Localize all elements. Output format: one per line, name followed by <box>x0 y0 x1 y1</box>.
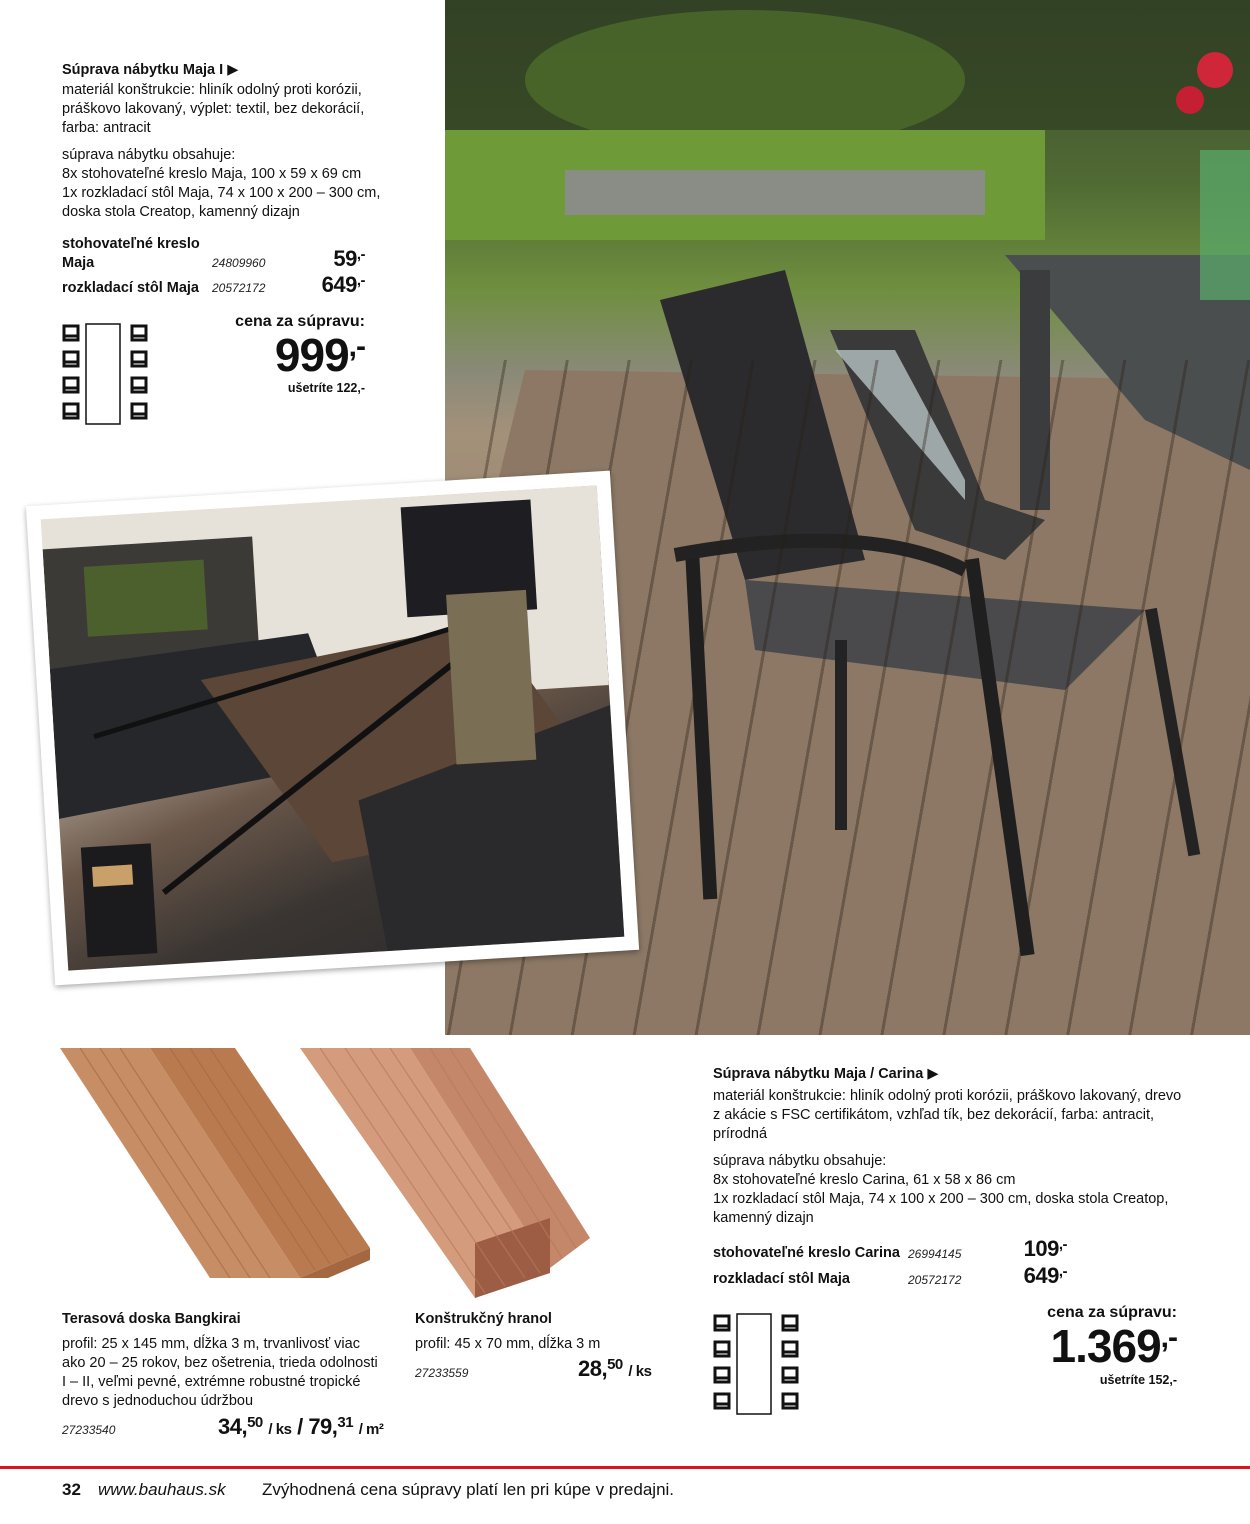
set1-table-chairs-icon <box>62 322 150 426</box>
footer-url[interactable]: www.bauhaus.sk <box>98 1480 226 1499</box>
extendable-table-photo <box>41 485 625 970</box>
construction-beam-image <box>300 1048 590 1298</box>
price-value: 999 <box>274 329 349 381</box>
beam-code: 27233559 <box>415 1366 469 1380</box>
set1-set-price <box>274 329 365 381</box>
set2-contents <box>713 1152 1213 1228</box>
set2-item1-name: stohovateľné kreslo Carina <box>713 1245 900 1261</box>
set1-title: Súprava nábytku Maja I ▶ <box>62 62 239 78</box>
price-dash: ,- <box>348 330 365 363</box>
set2-desc-line: materiál konštrukcie: hliník odolný proti korózii, práškovo lakovaný, drevo <box>713 1088 1182 1104</box>
board-desc-line: I – II, veľmi pevné, extrémne robustné tropické <box>62 1374 361 1390</box>
set1-item1-name-line: stohovateľné kreslo <box>62 236 200 252</box>
set2-contents-label: súprava nábytku obsahuje: <box>713 1153 887 1169</box>
price-cents-m2: 31 <box>337 1414 354 1431</box>
set1-contents-label: súprava nábytku obsahuje: <box>62 147 236 163</box>
price-dash: ,- <box>1160 1321 1177 1354</box>
board-price <box>218 1414 383 1440</box>
price-unit-m2: / m² <box>358 1421 384 1438</box>
set2-title: Súprava nábytku Maja / Carina ▶ <box>713 1066 939 1082</box>
set1-description <box>62 81 432 138</box>
set1-set-price-label: cena za súpravu: <box>235 313 365 330</box>
set1-item2-code: 20572172 <box>212 281 266 295</box>
set1-savings: ušetríte 122,- <box>287 381 365 395</box>
beam-description: profil: 45 x 70 mm, dĺžka 3 m <box>415 1336 601 1352</box>
board-desc-line: ako 20 – 25 rokov, bez ošetrenia, trieda odolnosti <box>62 1355 378 1371</box>
board-description <box>62 1335 382 1411</box>
set1-item2-price <box>322 272 365 298</box>
board-desc-line: drevo s jednoduchou údržbou <box>62 1393 254 1409</box>
price-unit: / ks <box>628 1363 652 1380</box>
price-dash: ,- <box>1058 1236 1067 1253</box>
price-dash: ,- <box>1058 1263 1067 1280</box>
price-value: 34, <box>218 1414 248 1439</box>
set1-contents-line: 1x rozkladací stôl Maja, 74 x 100 x 200 – 300 cm, <box>62 185 381 201</box>
set2-desc-line: prírodná <box>713 1126 768 1142</box>
price-value: 649 <box>321 272 357 297</box>
set1-desc-line: farba: antracit <box>62 120 151 136</box>
set2-savings: ušetríte 152,- <box>1099 1373 1177 1387</box>
set2-item1-code: 26994145 <box>908 1247 962 1261</box>
price-value: 649 <box>1023 1263 1059 1288</box>
price-value: 59 <box>333 246 357 271</box>
price-value: 109 <box>1023 1236 1059 1261</box>
set1-item1-name-line2: Maja <box>62 255 95 271</box>
price-dash: ,- <box>356 246 365 263</box>
board-desc-line: profil: 25 x 145 mm, dĺžka 3 m, trvanlivosť viac <box>62 1336 360 1352</box>
price-value: 28, <box>578 1356 608 1381</box>
set2-item2-name: rozkladací stôl Maja <box>713 1271 850 1287</box>
set1-contents-line: doska stola Creatop, kamenný dizajn <box>62 204 300 220</box>
price-unit: / ks <box>268 1421 292 1438</box>
set2-contents-line: 8x stohovateľné kreslo Carina, 61 x 58 x 86 cm <box>713 1172 1016 1188</box>
set2-contents-line: 1x rozkladací stôl Maja, 74 x 100 x 200 – 300 cm, doska stola Creatop, <box>713 1191 1169 1207</box>
footer-note: Zvýhodnená cena súpravy platí len pri kúpe v predajni. <box>262 1480 675 1499</box>
set1-contents-line: 8x stohovateľné kreslo Maja, 100 x 59 x 69 cm <box>62 166 362 182</box>
set1-item2-name: rozkladací stôl Maja <box>62 280 199 296</box>
set1-item1-price <box>333 246 365 272</box>
set2-desc-line: z akácie s FSC certifikátom, vzhľad tík, bez dekorácií, farba: antracit, <box>713 1107 1155 1123</box>
beam-price <box>578 1356 651 1382</box>
price-cents: 50 <box>607 1356 623 1373</box>
footer-divider <box>0 1466 1250 1469</box>
set1-desc-line: práškovo lakovaný, výplet: textil, bez dekorácií, <box>62 101 365 117</box>
price-separator: / <box>297 1414 303 1439</box>
set1-item1-code: 24809960 <box>212 256 266 270</box>
set2-item2-code: 20572172 <box>908 1273 962 1287</box>
page-number: 32 <box>62 1480 81 1499</box>
beam-title: Konštrukčný hranol <box>415 1311 552 1327</box>
set2-set-price-label: cena za súpravu: <box>1047 1304 1177 1321</box>
set2-table-chairs-icon <box>713 1312 801 1416</box>
price-dash: ,- <box>356 272 365 289</box>
set2-set-price <box>1050 1320 1177 1372</box>
set2-item1-price <box>1024 1236 1067 1262</box>
board-title: Terasová doska Bangkirai <box>62 1311 241 1327</box>
set2-description <box>713 1087 1213 1144</box>
price-value-m2: 79, <box>308 1414 338 1439</box>
set1-desc-line: materiál konštrukcie: hliník odolný proti korózii, <box>62 82 362 98</box>
price-value: 1.369 <box>1050 1320 1161 1372</box>
set1-item1-name <box>62 235 200 273</box>
inset-photo-frame <box>26 471 639 986</box>
price-cents: 50 <box>247 1414 263 1431</box>
board-code: 27233540 <box>62 1423 116 1437</box>
set2-contents-line: kamenný dizajn <box>713 1210 814 1226</box>
set2-item2-price <box>1024 1263 1067 1289</box>
set1-contents <box>62 146 432 222</box>
table-illustration <box>41 485 625 970</box>
